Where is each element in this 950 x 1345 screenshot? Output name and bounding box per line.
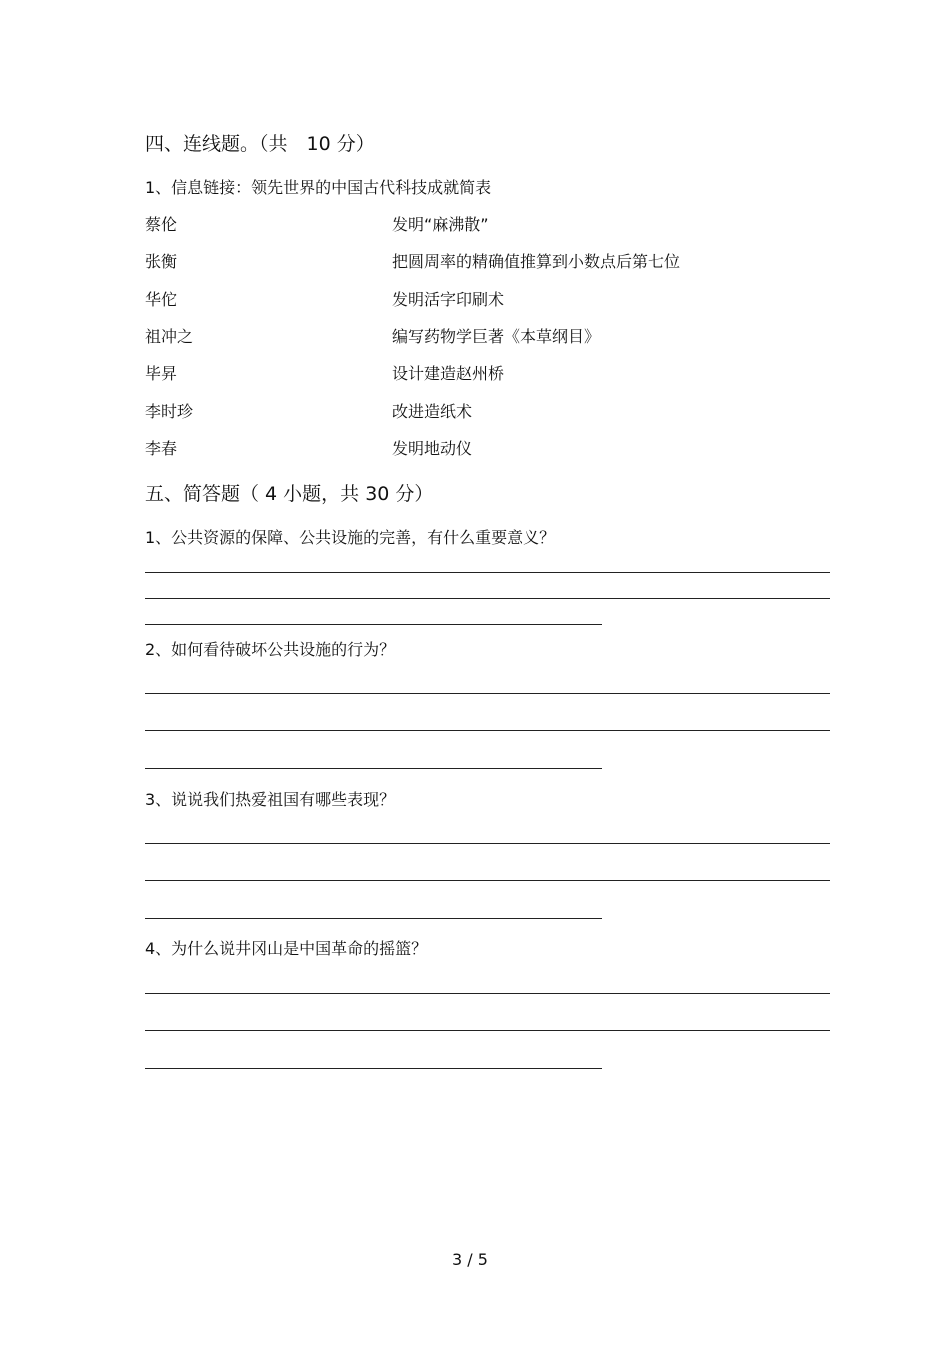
matching-left-item: 李春 [145, 439, 178, 458]
answer-line[interactable] [145, 598, 830, 599]
section4-question-1: 1、信息链接：领先世界的中国古代科技成就简表 [145, 178, 492, 197]
matching-right-item: 发明地动仪 [392, 439, 473, 458]
answer-line[interactable] [145, 918, 602, 919]
matching-right-item: 设计建造赵州桥 [392, 364, 505, 383]
matching-left-item: 李时珍 [145, 402, 194, 421]
section4-heading: 四、连线题。（共 10 分） [145, 133, 375, 155]
answer-line[interactable] [145, 993, 830, 994]
matching-right-item: 改进造纸术 [392, 402, 473, 421]
answer-line[interactable] [145, 572, 830, 573]
answer-line[interactable] [145, 1030, 830, 1031]
question-2: 2、如何看待破坏公共设施的行为？ [145, 640, 396, 659]
question-1: 1、公共资源的保障、公共设施的完善，有什么重要意义？ [145, 528, 556, 547]
matching-right-item: 编写药物学巨著《本草纲目》 [392, 327, 601, 346]
answer-line[interactable] [145, 843, 830, 844]
matching-left-item: 毕昇 [145, 364, 178, 383]
question-4: 4、为什么说井冈山是中国革命的摇篮？ [145, 939, 428, 958]
matching-left-item: 华佗 [145, 290, 178, 309]
answer-line[interactable] [145, 768, 602, 769]
answer-line[interactable] [145, 624, 602, 625]
answer-line[interactable] [145, 1068, 602, 1069]
matching-right-item: 发明“麻沸散” [392, 215, 489, 234]
matching-left-item: 蔡伦 [145, 215, 178, 234]
matching-right-item: 把圆周率的精确值推算到小数点后第七位 [392, 252, 681, 271]
matching-right-item: 发明活字印刷术 [392, 290, 505, 309]
section5-heading: 五、简答题（ 4 小题，共 30 分） [145, 483, 434, 505]
question-3: 3、说说我们热爱祖国有哪些表现？ [145, 790, 396, 809]
page-number: 3 / 5 [452, 1250, 488, 1269]
matching-left-item: 张衡 [145, 252, 178, 271]
answer-line[interactable] [145, 693, 830, 694]
matching-left-item: 祖冲之 [145, 327, 194, 346]
answer-line[interactable] [145, 880, 830, 881]
answer-line[interactable] [145, 730, 830, 731]
